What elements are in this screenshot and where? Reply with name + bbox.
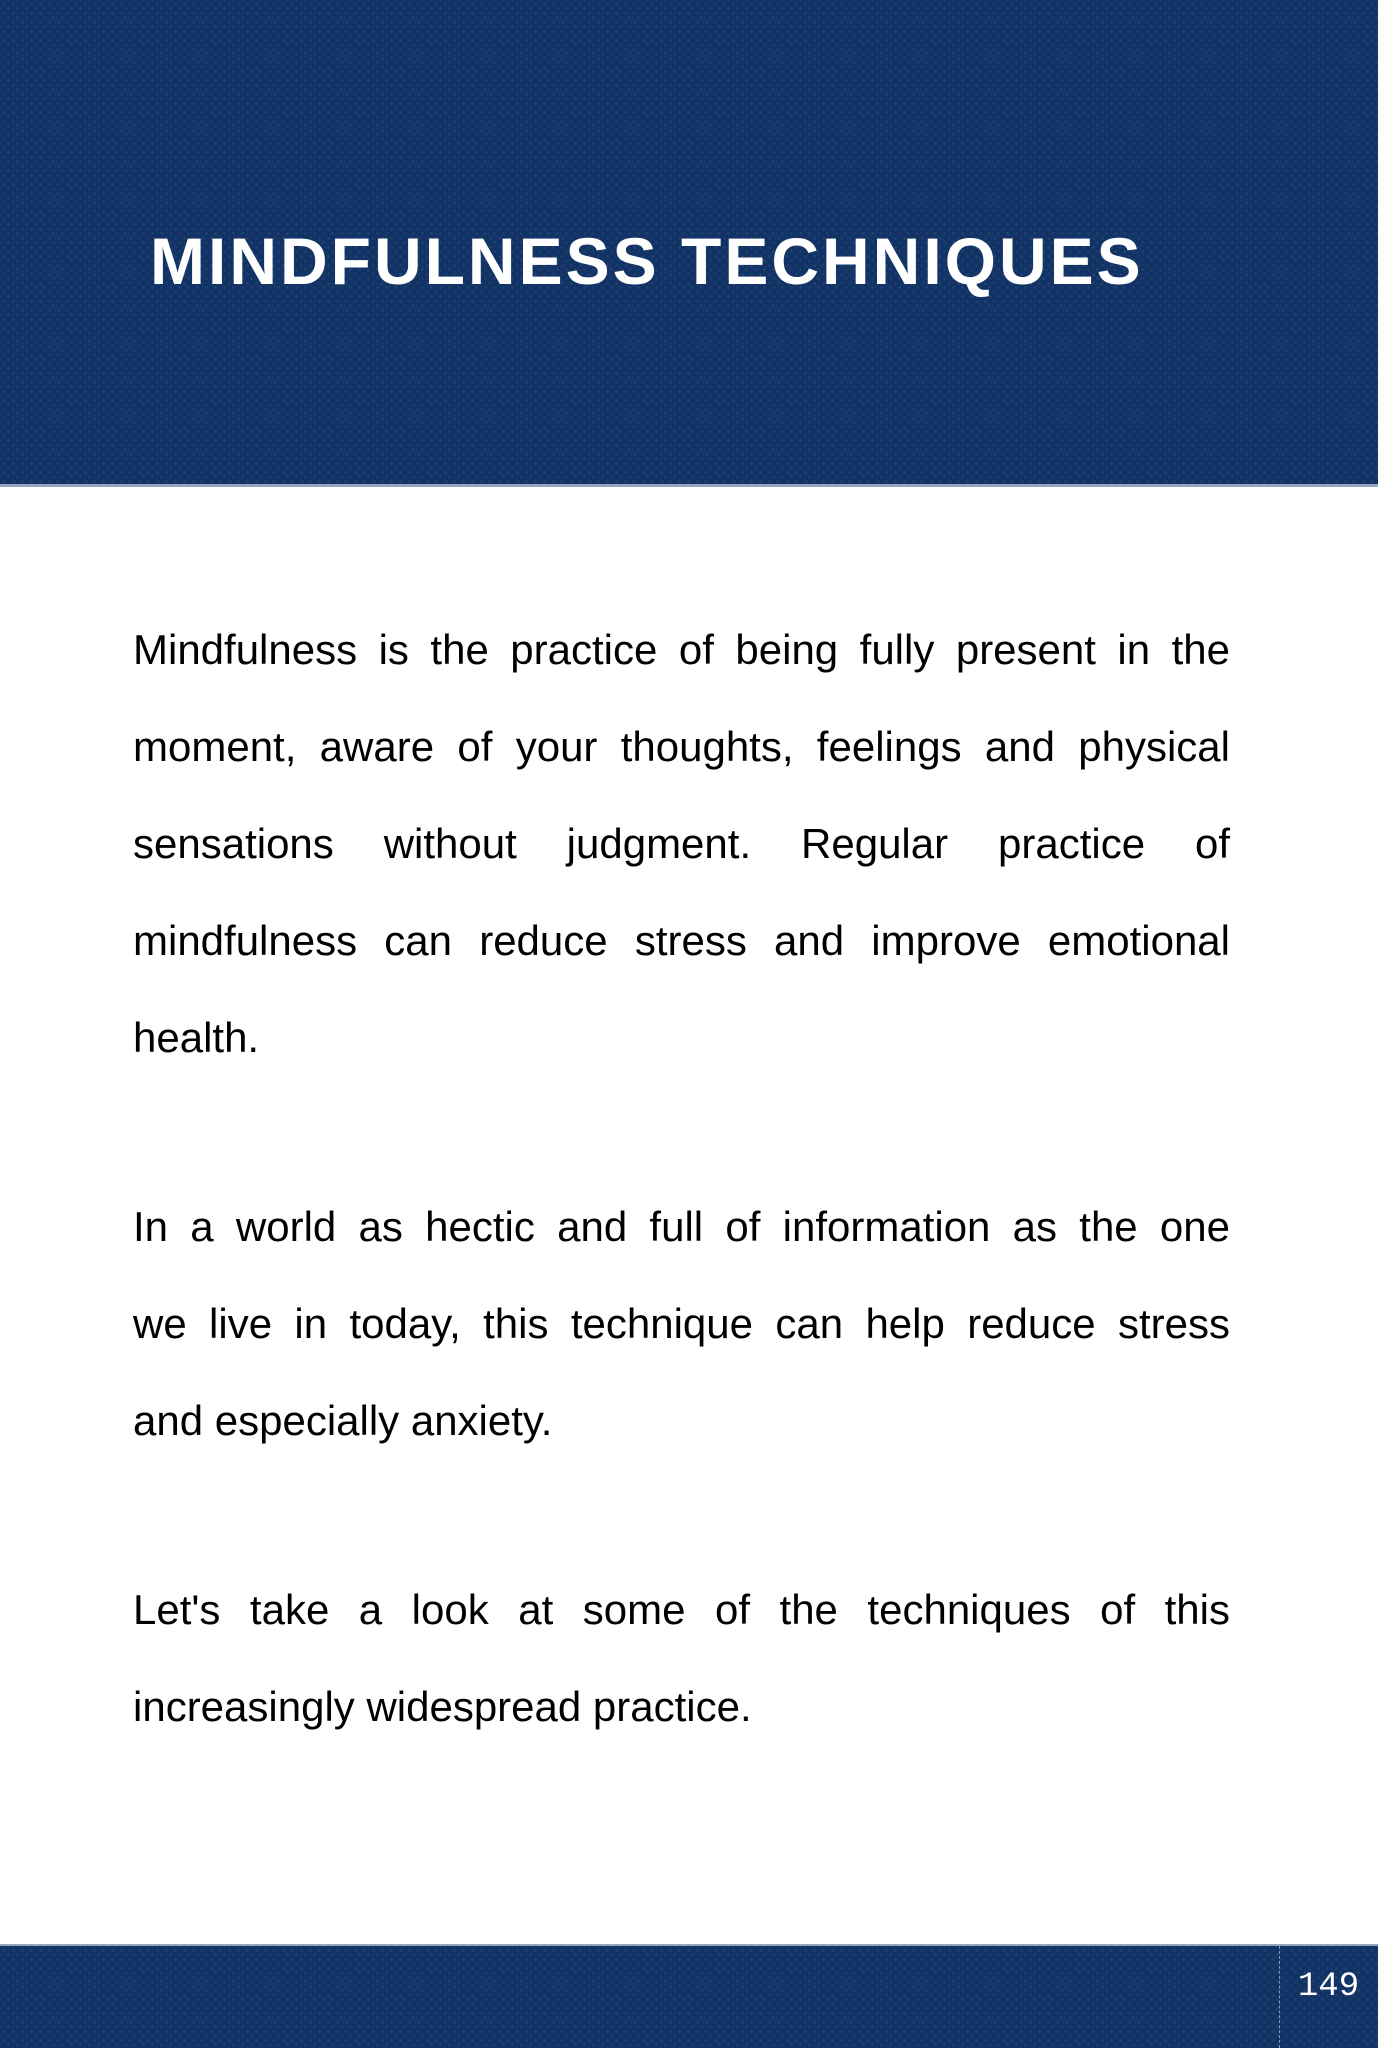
- page-number: 149: [1297, 1968, 1360, 2006]
- text-line: Mindfulness is the practice of being fully present in the: [133, 626, 1230, 673]
- page-title: MINDFULNESS TECHNIQUES: [150, 224, 1144, 298]
- paragraph: [133, 601, 1230, 1086]
- paragraph: [133, 1561, 1230, 1755]
- page-body: [133, 601, 1230, 1847]
- text-line: and especially anxiety.: [133, 1397, 553, 1444]
- text-line: increasingly widespread practice.: [133, 1683, 752, 1730]
- page-footer: [0, 1944, 1378, 2048]
- text-line: In a world as hectic and full of information as the one: [133, 1203, 1230, 1250]
- paragraph: [133, 1178, 1230, 1469]
- page-header: [0, 0, 1378, 487]
- text-line: mindfulness can reduce stress and improve emotional: [133, 917, 1230, 964]
- text-line: we live in today, this technique can help reduce stress: [133, 1300, 1230, 1347]
- text-line: sensations without judgment. Regular practice of: [133, 820, 1230, 867]
- text-line: health.: [133, 1014, 260, 1061]
- text-line: Let's take a look at some of the techniques of this: [133, 1586, 1230, 1633]
- text-line: moment, aware of your thoughts, feelings and physical: [133, 723, 1230, 770]
